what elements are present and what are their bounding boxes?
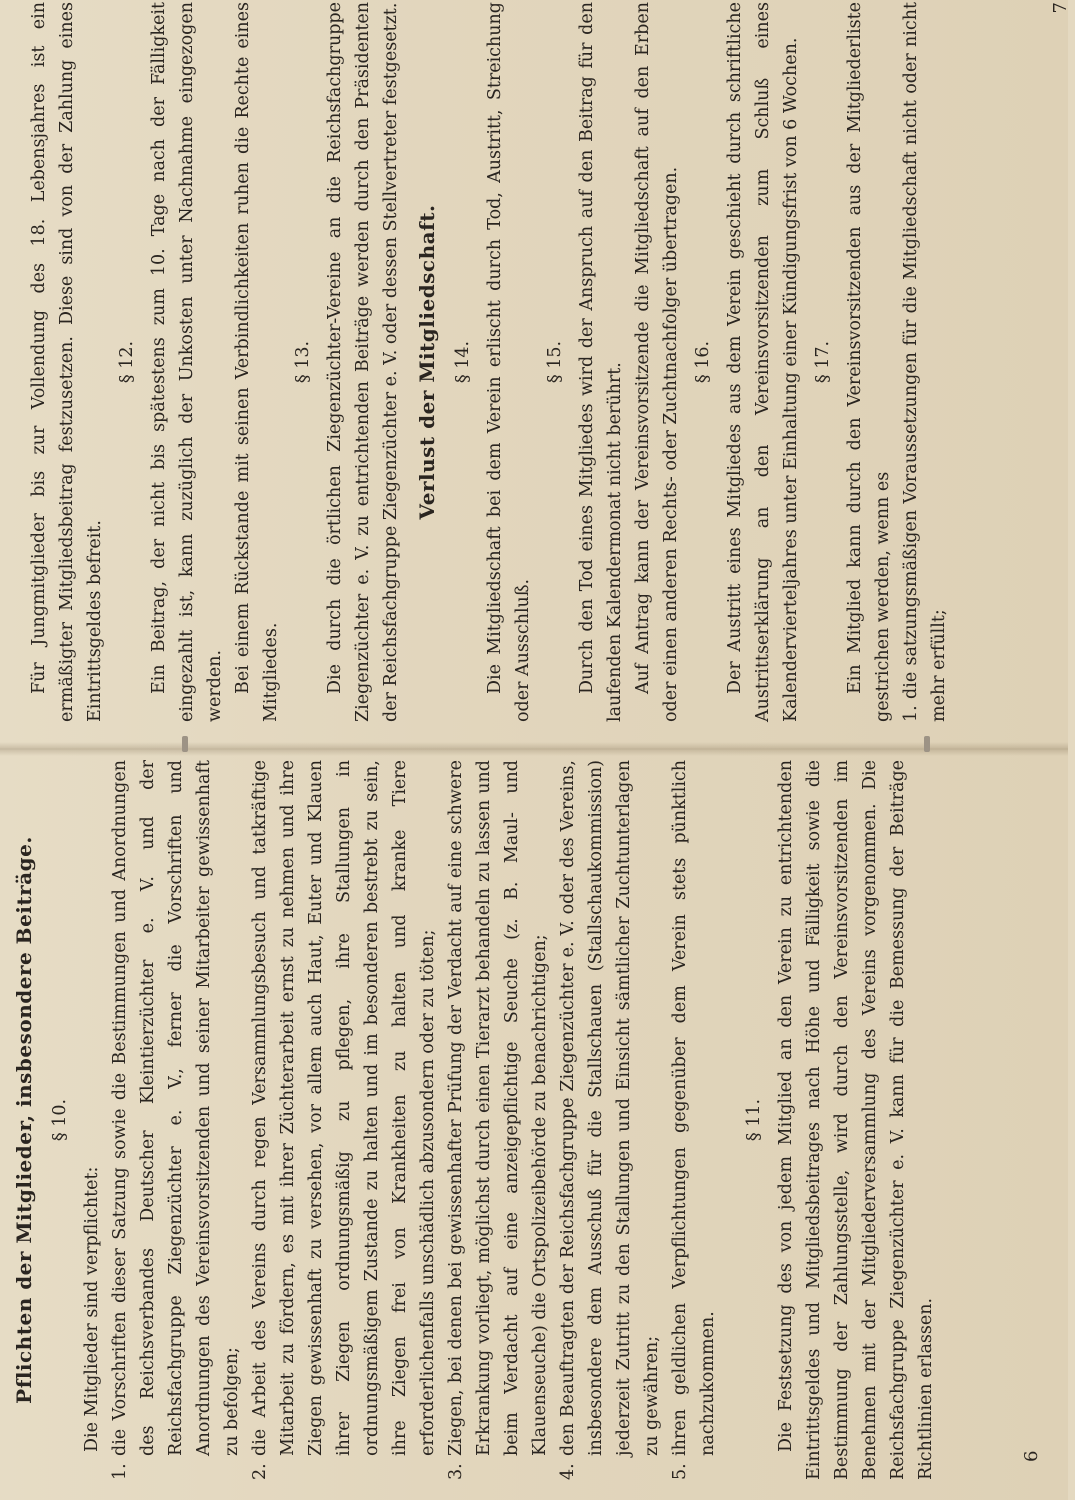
sec10-intro: Die Mitglieder sind verpflichtet: bbox=[82, 1166, 102, 1452]
page-six bbox=[10, 760, 1040, 1480]
sec16-text: Der Austritt eines Mitgliedes aus dem Verein geschieht durch schriftliche Austrittserklärung an den Vereinsvorsitzenden zum Schluß eines Kalendervierteljahres unter Einhaltung einer Kündigungsfrist von 6 Wochen. bbox=[725, 2, 801, 722]
staple bbox=[924, 736, 930, 752]
page-number: 6 bbox=[1021, 1450, 1042, 1462]
center-fold bbox=[0, 742, 1068, 756]
sec17-text: Ein Mitglied kann durch den Vereinsvorsitzenden aus der Mitgliederliste gestrichen werden, wenn es bbox=[845, 2, 893, 722]
paragraph-number-10: § 10. bbox=[50, 1098, 70, 1142]
paragraph-number-16: § 16. bbox=[693, 340, 713, 384]
page-number: 7 bbox=[1050, 2, 1071, 14]
list-item: 1. die Vorschriften dieser Satzung sowie die Bestimmungen und Anordnungen des Reichsverbandes Deutscher Kleintierzüchter e. V. und der Reichsfachgruppe Ziegenzüchter e. V., ferner die Vorschriften und Anordnungen des Vereinsvorsitzenden und seiner Mitarbeiter gewissenhaft zu befolgen; bbox=[110, 760, 242, 1480]
paragraph-number-11: § 11. bbox=[744, 1098, 764, 1142]
sec15-p2: Auf Antrag kann der Vereinsvorsitzende die Mitgliedschaft auf den Erben oder einen anderen Rechts- oder Zuchtnachfolger übertragen. bbox=[633, 2, 681, 722]
section-heading-duties: Pflichten der Mitglieder, insbesondere Beiträge. bbox=[12, 836, 36, 1404]
paragraph-number-13: § 13. bbox=[293, 340, 313, 384]
list-item: 4. den Beauftragten der Reichsfachgruppe Ziegenzüchter e. V. oder des Vereins, insbesondere dem Ausschuß für die Stallschauen (Stallschaukommission) jederzeit Zutritt zu den Stallungen und Einsicht sämtlicher Zuchtunterlagen zu gewähren; bbox=[558, 760, 662, 1480]
staple bbox=[182, 736, 188, 752]
page-seven bbox=[25, 2, 1071, 722]
paragraph-number-17: § 17. bbox=[813, 340, 833, 384]
youth-members-text: Für Jungmitglieder bis zur Vollendung des 18. Lebensjahres ist ein ermäßigter Mitgliedsbeitrag festzusetzen. Diese sind von der Zahlung eines Eintrittsgeldes befreit. bbox=[29, 2, 105, 722]
paragraph-number-14: § 14. bbox=[453, 340, 473, 384]
sec15-p1: Durch den Tod eines Mitgliedes wird der Anspruch auf den Beitrag für den laufenden Kalendermonat nicht berührt. bbox=[577, 2, 625, 722]
sec14-text: Die Mitgliedschaft bei dem Verein erlischt durch Tod, Austritt, Streichung oder Ausschluß. bbox=[485, 2, 533, 722]
paragraph-number-12: § 12. bbox=[117, 340, 137, 384]
sec12-p1: Ein Beitrag, der nicht bis spätestens zum 10. Tage nach der Fälligkeit eingezahlt ist, kann zuzüglich der Unkosten unter Nachnahme eingezogen werden. bbox=[149, 2, 225, 722]
list-item: 3. Ziegen, bei denen bei gewissenhafter Prüfung der Verdacht auf eine schwere Erkrankung vorliegt, möglichst durch einen Tierarzt behandeln zu lassen und beim Verdacht auf eine anzeigepflichtige Seuche (z. B. Maul- und Klauenseuche) die Ortspolizeibehörde zu benachrichtigen; bbox=[446, 760, 550, 1480]
paragraph-number-15: § 15. bbox=[545, 340, 565, 384]
list-item: 5. ihren geldlichen Verpflichtungen gegenüber dem Verein stets pünktlich nachzukommen. bbox=[670, 760, 718, 1480]
sec17-item1: 1. die satzungsmäßigen Voraussetzungen für die Mitgliedschaft nicht oder nicht mehr erfüllt; bbox=[901, 2, 949, 722]
section-heading-loss: Verlust der Mitgliedschaft. bbox=[415, 204, 439, 520]
sec11-text: Die Festsetzung des von jedem Mitglied an den Verein zu entrichtenden Eintrittsgeldes und Mitgliedsbeitrages nach Höhe und Fälligkeit sowie die Bestimmung der Zahlungsstelle, wird durch den Vereinsvorsitzenden im Benehmen mit der Mitgliederversammlung des Vereins vorgenommen. Die Reichsfachgruppe Ziegenzüchter e. V. kann für die Bemessung der Beiträge Richtlinien erlassen. bbox=[776, 760, 936, 1480]
list-item: 2. die Arbeit des Vereins durch regen Versammlungsbesuch und tatkräftige Mitarbeit zu fördern, es mit ihrer Züchterarbeit ernst zu nehmen und ihre Ziegen gewissenhaft zu versehen, vor allem auch Haut, Euter und Klauen ihrer Ziegen ordnungsmäßig zu pflegen, ihre Stallungen in ordnungsmäßigem Zustande zu halten und im besonderen bestrebt zu sein, ihre Ziegen frei von Krankheiten zu halten und kranke Tiere erforderlichenfalls unschädlich abzusondern oder zu töten; bbox=[250, 760, 438, 1480]
sec13-text: Die durch die örtlichen Ziegenzüchter-Vereine an die Reichsfachgruppe Ziegenzüchter e. V. zu entrichtenden Beiträge werden durch den Präsidenten der Reichsfachgruppe Ziegenzüchter e. V. oder dessen Stellvertreter festgesetzt. bbox=[325, 2, 401, 722]
sec12-p2: Bei einem Rückstande mit seinen Verbindlichkeiten ruhen die Rechte eines Mitgliedes. bbox=[233, 2, 281, 722]
